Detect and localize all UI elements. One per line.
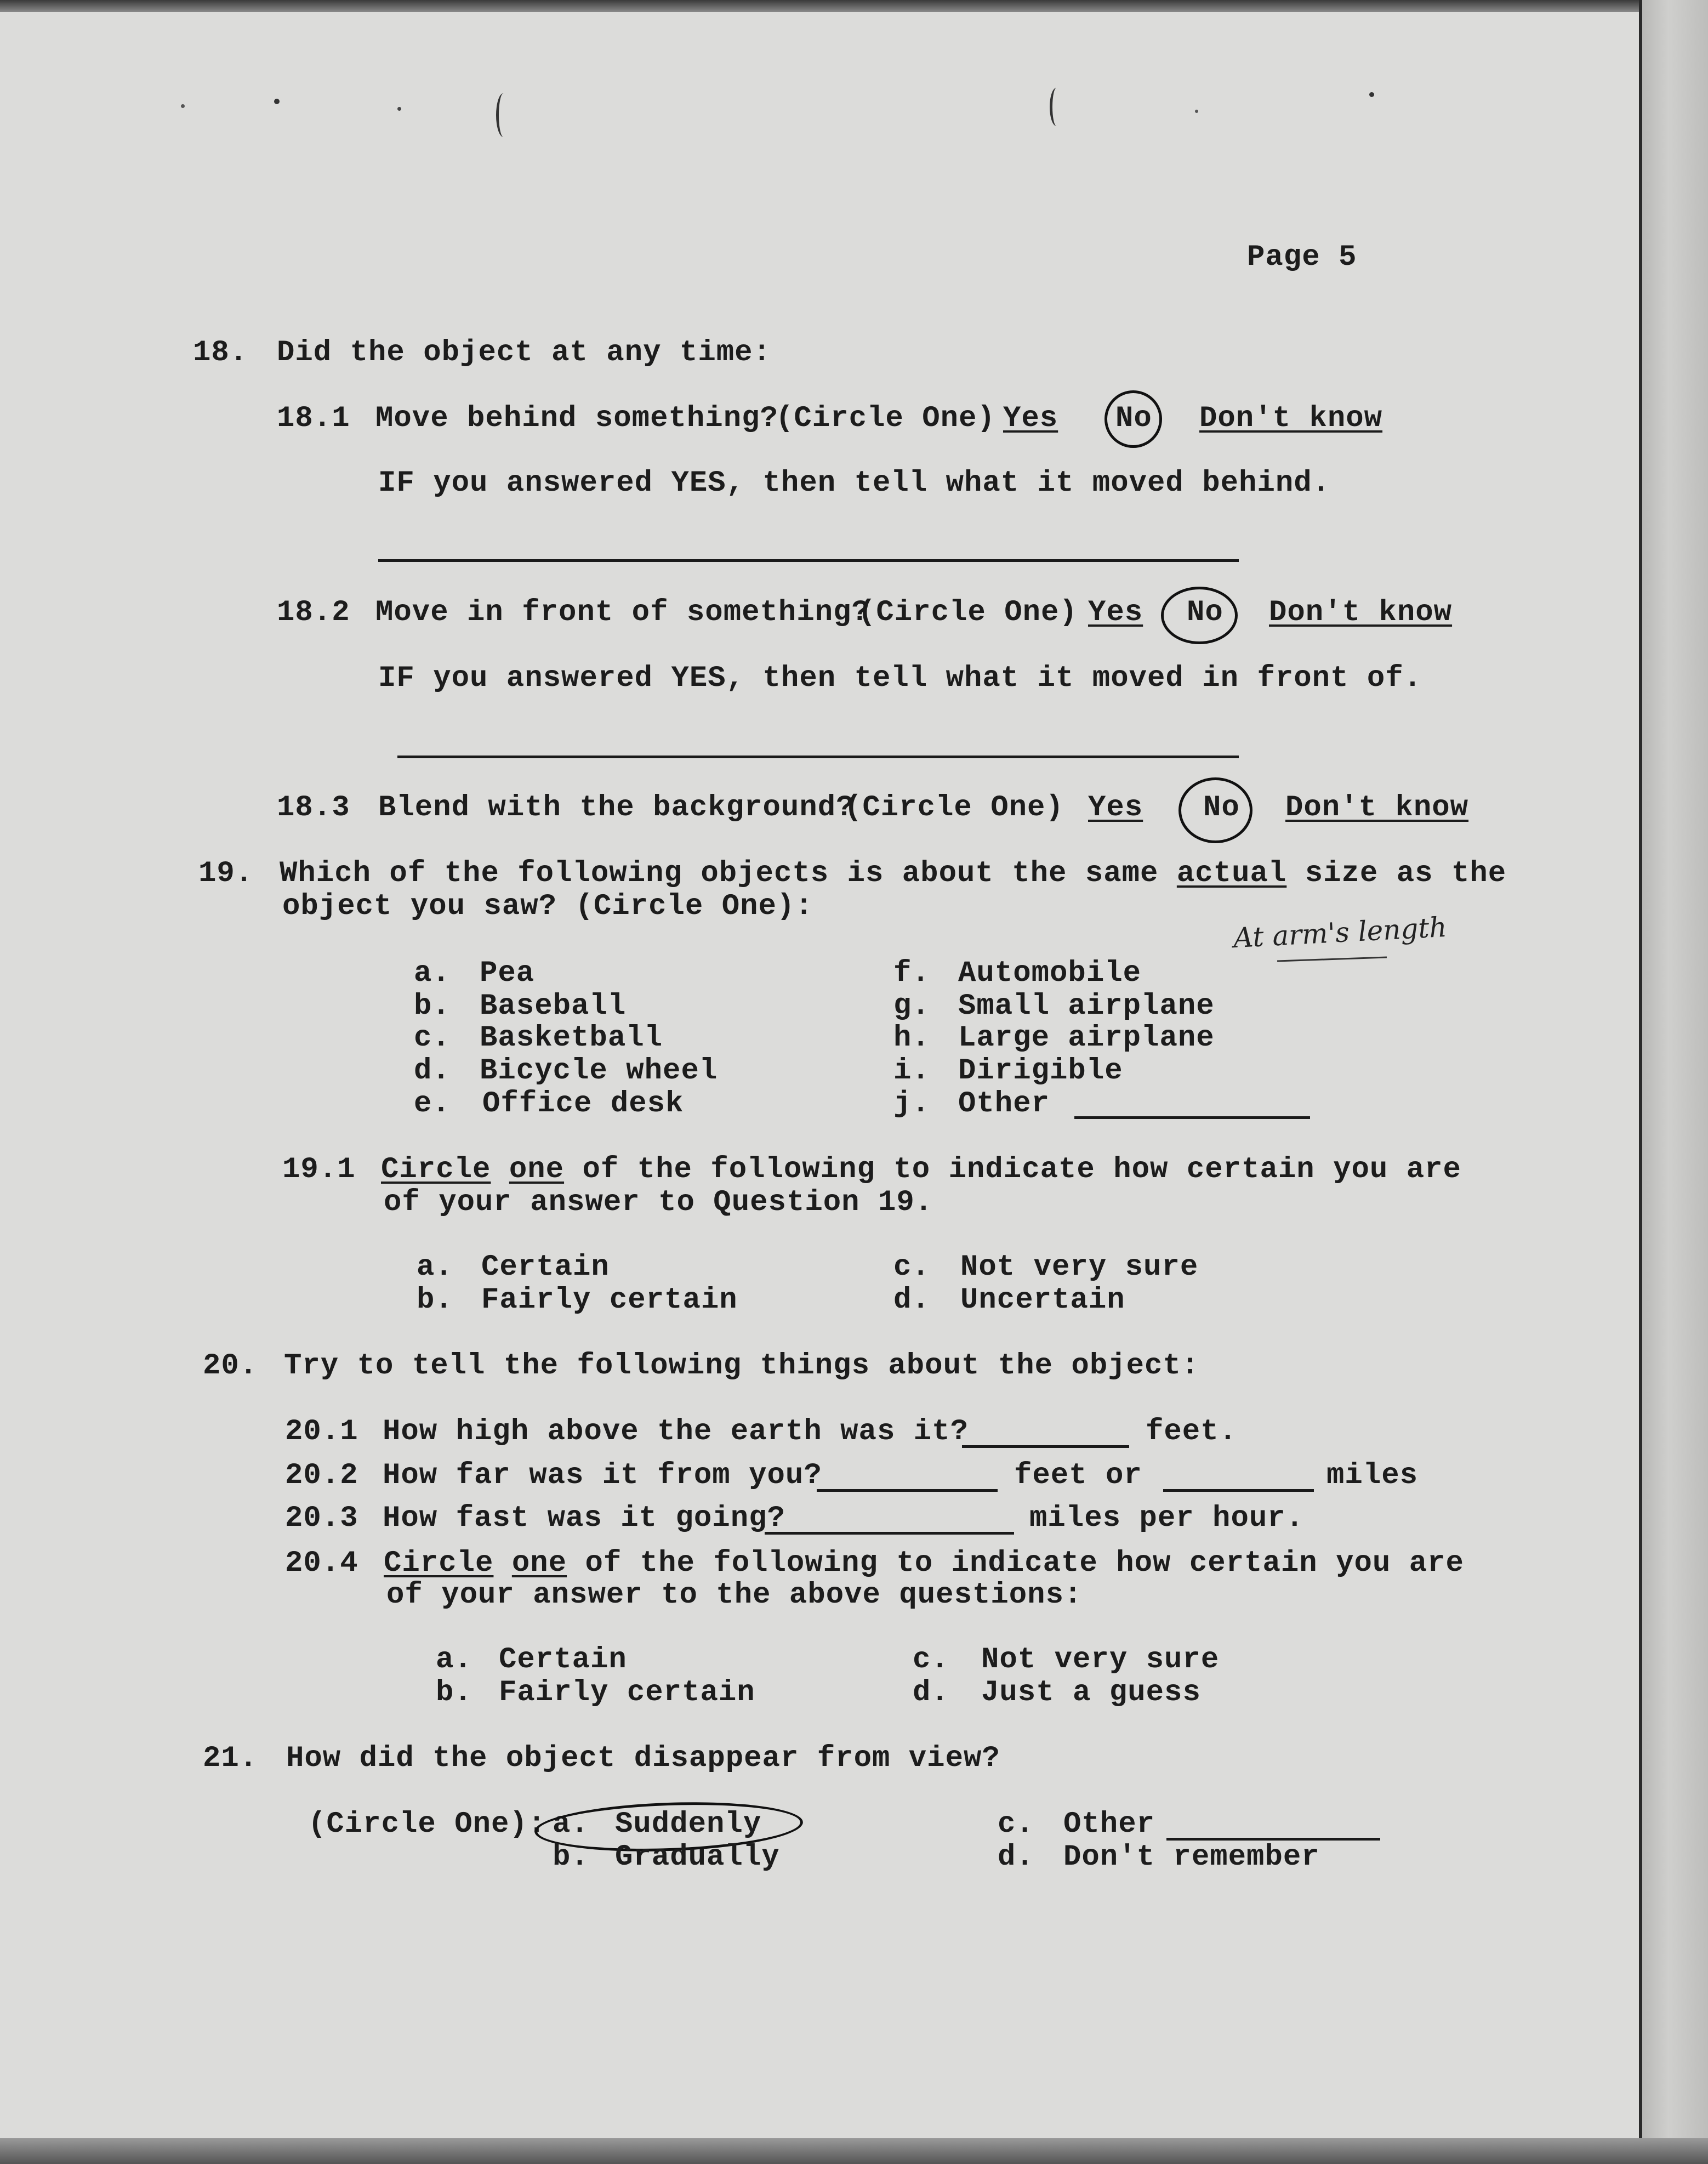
q20-3-speed-field[interactable] <box>765 1532 1014 1535</box>
q18-3-no-circle-mark <box>1178 777 1252 843</box>
q18-number: 18. <box>193 336 248 370</box>
q21-text: How did the object disappear from view? <box>286 1742 1000 1775</box>
q18-2-yes[interactable]: Yes <box>1088 596 1143 629</box>
q18-3-circle-instruction: (Circle One) <box>844 791 1064 825</box>
speck <box>1369 92 1374 97</box>
scan-top-edge <box>0 0 1708 12</box>
q18-1-circle-instruction: (Circle One) <box>776 402 995 435</box>
q18-text: Did the object at any time: <box>277 336 771 370</box>
q18-3-dont-know[interactable]: Don't know <box>1285 791 1469 825</box>
q18-2-text: Move in front of something? <box>375 596 870 629</box>
q20-number: 20. <box>203 1349 258 1383</box>
speck <box>1195 110 1198 113</box>
q19-option-e[interactable]: Office desk <box>482 1087 684 1121</box>
speck <box>181 104 185 108</box>
q19-option-g-letter: g. <box>893 990 930 1023</box>
scan-bottom-edge <box>0 2138 1708 2164</box>
q18-2-answer-line[interactable] <box>397 756 1239 758</box>
q18-3-text: Blend with the background? <box>378 791 855 825</box>
q20-1-unit: feet. <box>1146 1415 1238 1449</box>
q19-option-c[interactable]: Basketball <box>480 1021 663 1055</box>
q21-number: 21. <box>203 1742 258 1775</box>
q21-circle-instruction: (Circle One): <box>308 1808 546 1841</box>
q19-option-d[interactable]: Bicycle wheel <box>480 1054 718 1088</box>
q18-3-number: 18.3 <box>277 791 350 825</box>
q18-2-no-circle-mark <box>1161 587 1238 644</box>
q18-1-number: 18.1 <box>277 402 350 435</box>
q18-1-dont-know[interactable]: Don't know <box>1199 402 1383 435</box>
q20-3-number: 20.3 <box>285 1502 358 1535</box>
speck <box>274 99 280 104</box>
q19-option-g[interactable]: Small airplane <box>958 990 1215 1023</box>
q19-1-option-d[interactable]: Uncertain <box>960 1283 1125 1317</box>
q19-1-option-b-letter: b. <box>417 1283 453 1317</box>
q19-1-option-b[interactable]: Fairly certain <box>481 1283 738 1317</box>
q20-4-text-line2: of your answer to the above questions: <box>386 1578 1083 1612</box>
q19-option-f-letter: f. <box>893 957 930 990</box>
q19-1-text-line1: Circle one of the following to indicate how certain you are <box>381 1153 1461 1186</box>
q19-1-option-c[interactable]: Not very sure <box>960 1251 1199 1284</box>
q20-4-option-a-letter: a. <box>436 1643 472 1677</box>
q21-option-d-letter: d. <box>998 1841 1034 1874</box>
scan-right-margin <box>1642 0 1708 2164</box>
q20-4-option-c-letter: c. <box>913 1643 949 1677</box>
q19-1-option-a-letter: a. <box>417 1251 453 1284</box>
q20-4-text-line1: Circle one of the following to indicate how certain you are <box>384 1547 1464 1580</box>
q19-option-f[interactable]: Automobile <box>958 957 1142 990</box>
q18-1-no-circle-mark <box>1104 390 1162 448</box>
q21-option-d[interactable]: Don't remember <box>1063 1841 1320 1874</box>
q18-1-if-yes: IF you answered YES, then tell what it moved behind. <box>378 467 1331 500</box>
q18-2-circle-instruction: (Circle One) <box>858 596 1078 629</box>
q20-2-text: How far was it from you? <box>383 1459 822 1492</box>
q19-1-option-c-letter: c. <box>893 1251 930 1284</box>
q18-3-no[interactable]: No <box>1203 791 1240 825</box>
speck <box>397 107 401 111</box>
q20-1-number: 20.1 <box>285 1415 358 1449</box>
q20-1-height-field[interactable] <box>962 1445 1129 1448</box>
q20-2-unit-miles: miles <box>1326 1459 1419 1492</box>
q18-3-yes[interactable]: Yes <box>1088 791 1143 825</box>
q20-4-option-a[interactable]: Certain <box>499 1643 627 1677</box>
q19-1-option-a[interactable]: Certain <box>481 1251 610 1284</box>
q19-option-h-letter: h. <box>893 1021 930 1055</box>
q18-2-dont-know[interactable]: Don't know <box>1269 596 1453 629</box>
q18-1-answer-line[interactable] <box>378 559 1239 562</box>
q20-2-miles-field[interactable] <box>1163 1489 1314 1492</box>
q19-option-j-letter: j. <box>893 1087 930 1121</box>
q19-1-option-d-letter: d. <box>893 1283 930 1317</box>
q19-other-line[interactable] <box>1074 1116 1310 1119</box>
q19-1-text-line2: of your answer to Question 19. <box>384 1186 933 1219</box>
binder-mark-right <box>1050 88 1063 126</box>
q19-option-a-letter: a. <box>414 957 451 990</box>
q20-3-unit: miles per hour. <box>1029 1502 1305 1535</box>
q20-4-option-c[interactable]: Not very sure <box>981 1643 1220 1677</box>
q18-2-no[interactable]: No <box>1187 596 1223 629</box>
q19-option-a[interactable]: Pea <box>480 957 535 990</box>
q19-1-number: 19.1 <box>282 1153 356 1186</box>
q20-4-option-d[interactable]: Just a guess <box>981 1676 1201 1709</box>
q19-text-line1: Which of the following objects is about the same actual size as the <box>280 857 1507 890</box>
q18-1-text: Move behind something? <box>375 402 778 435</box>
q18-1-yes[interactable]: Yes <box>1003 402 1058 435</box>
q18-1-no[interactable]: No <box>1115 402 1152 435</box>
q19-text-line2: object you saw? (Circle One): <box>282 890 813 923</box>
q21-option-c-letter: c. <box>998 1808 1034 1841</box>
q19-option-e-letter: e. <box>414 1087 451 1121</box>
q19-option-i-letter: i. <box>893 1054 930 1088</box>
q20-text: Try to tell the following things about the object: <box>284 1349 1200 1383</box>
page-number: Page 5 <box>1247 241 1357 274</box>
q20-4-option-d-letter: d. <box>913 1676 949 1709</box>
q20-2-number: 20.2 <box>285 1459 358 1492</box>
q20-2-unit-feet: feet or <box>1014 1459 1142 1492</box>
q19-option-j[interactable]: Other <box>958 1087 1050 1121</box>
q20-4-option-b[interactable]: Fairly certain <box>499 1676 755 1709</box>
q21-option-a-letter: a. <box>553 1808 589 1841</box>
q20-1-text: How high above the earth was it? <box>383 1415 969 1449</box>
q19-option-b[interactable]: Baseball <box>480 990 627 1023</box>
q19-handwritten-note: At arm's length <box>1232 911 1448 955</box>
q21-option-c[interactable]: Other <box>1063 1808 1155 1841</box>
q20-3-text: How fast was it going? <box>383 1502 785 1535</box>
q21-option-b[interactable]: Gradually <box>615 1841 780 1874</box>
q20-4-option-b-letter: b. <box>436 1676 472 1709</box>
q21-option-a[interactable]: Suddenly <box>615 1808 762 1841</box>
q21-option-b-letter: b. <box>553 1841 589 1874</box>
q18-2-number: 18.2 <box>277 596 350 629</box>
q19-option-b-letter: b. <box>414 990 451 1023</box>
q19-option-d-letter: d. <box>414 1054 451 1088</box>
q19-option-c-letter: c. <box>414 1021 451 1055</box>
q20-4-number: 20.4 <box>285 1547 358 1580</box>
q19-number: 19. <box>198 857 254 890</box>
q19-option-i[interactable]: Dirigible <box>958 1054 1123 1088</box>
binder-mark-left <box>496 93 511 137</box>
q19-option-h[interactable]: Large airplane <box>958 1021 1215 1055</box>
q20-2-feet-field[interactable] <box>817 1489 998 1492</box>
q18-2-if-yes: IF you answered YES, then tell what it moved in front of. <box>378 662 1422 695</box>
